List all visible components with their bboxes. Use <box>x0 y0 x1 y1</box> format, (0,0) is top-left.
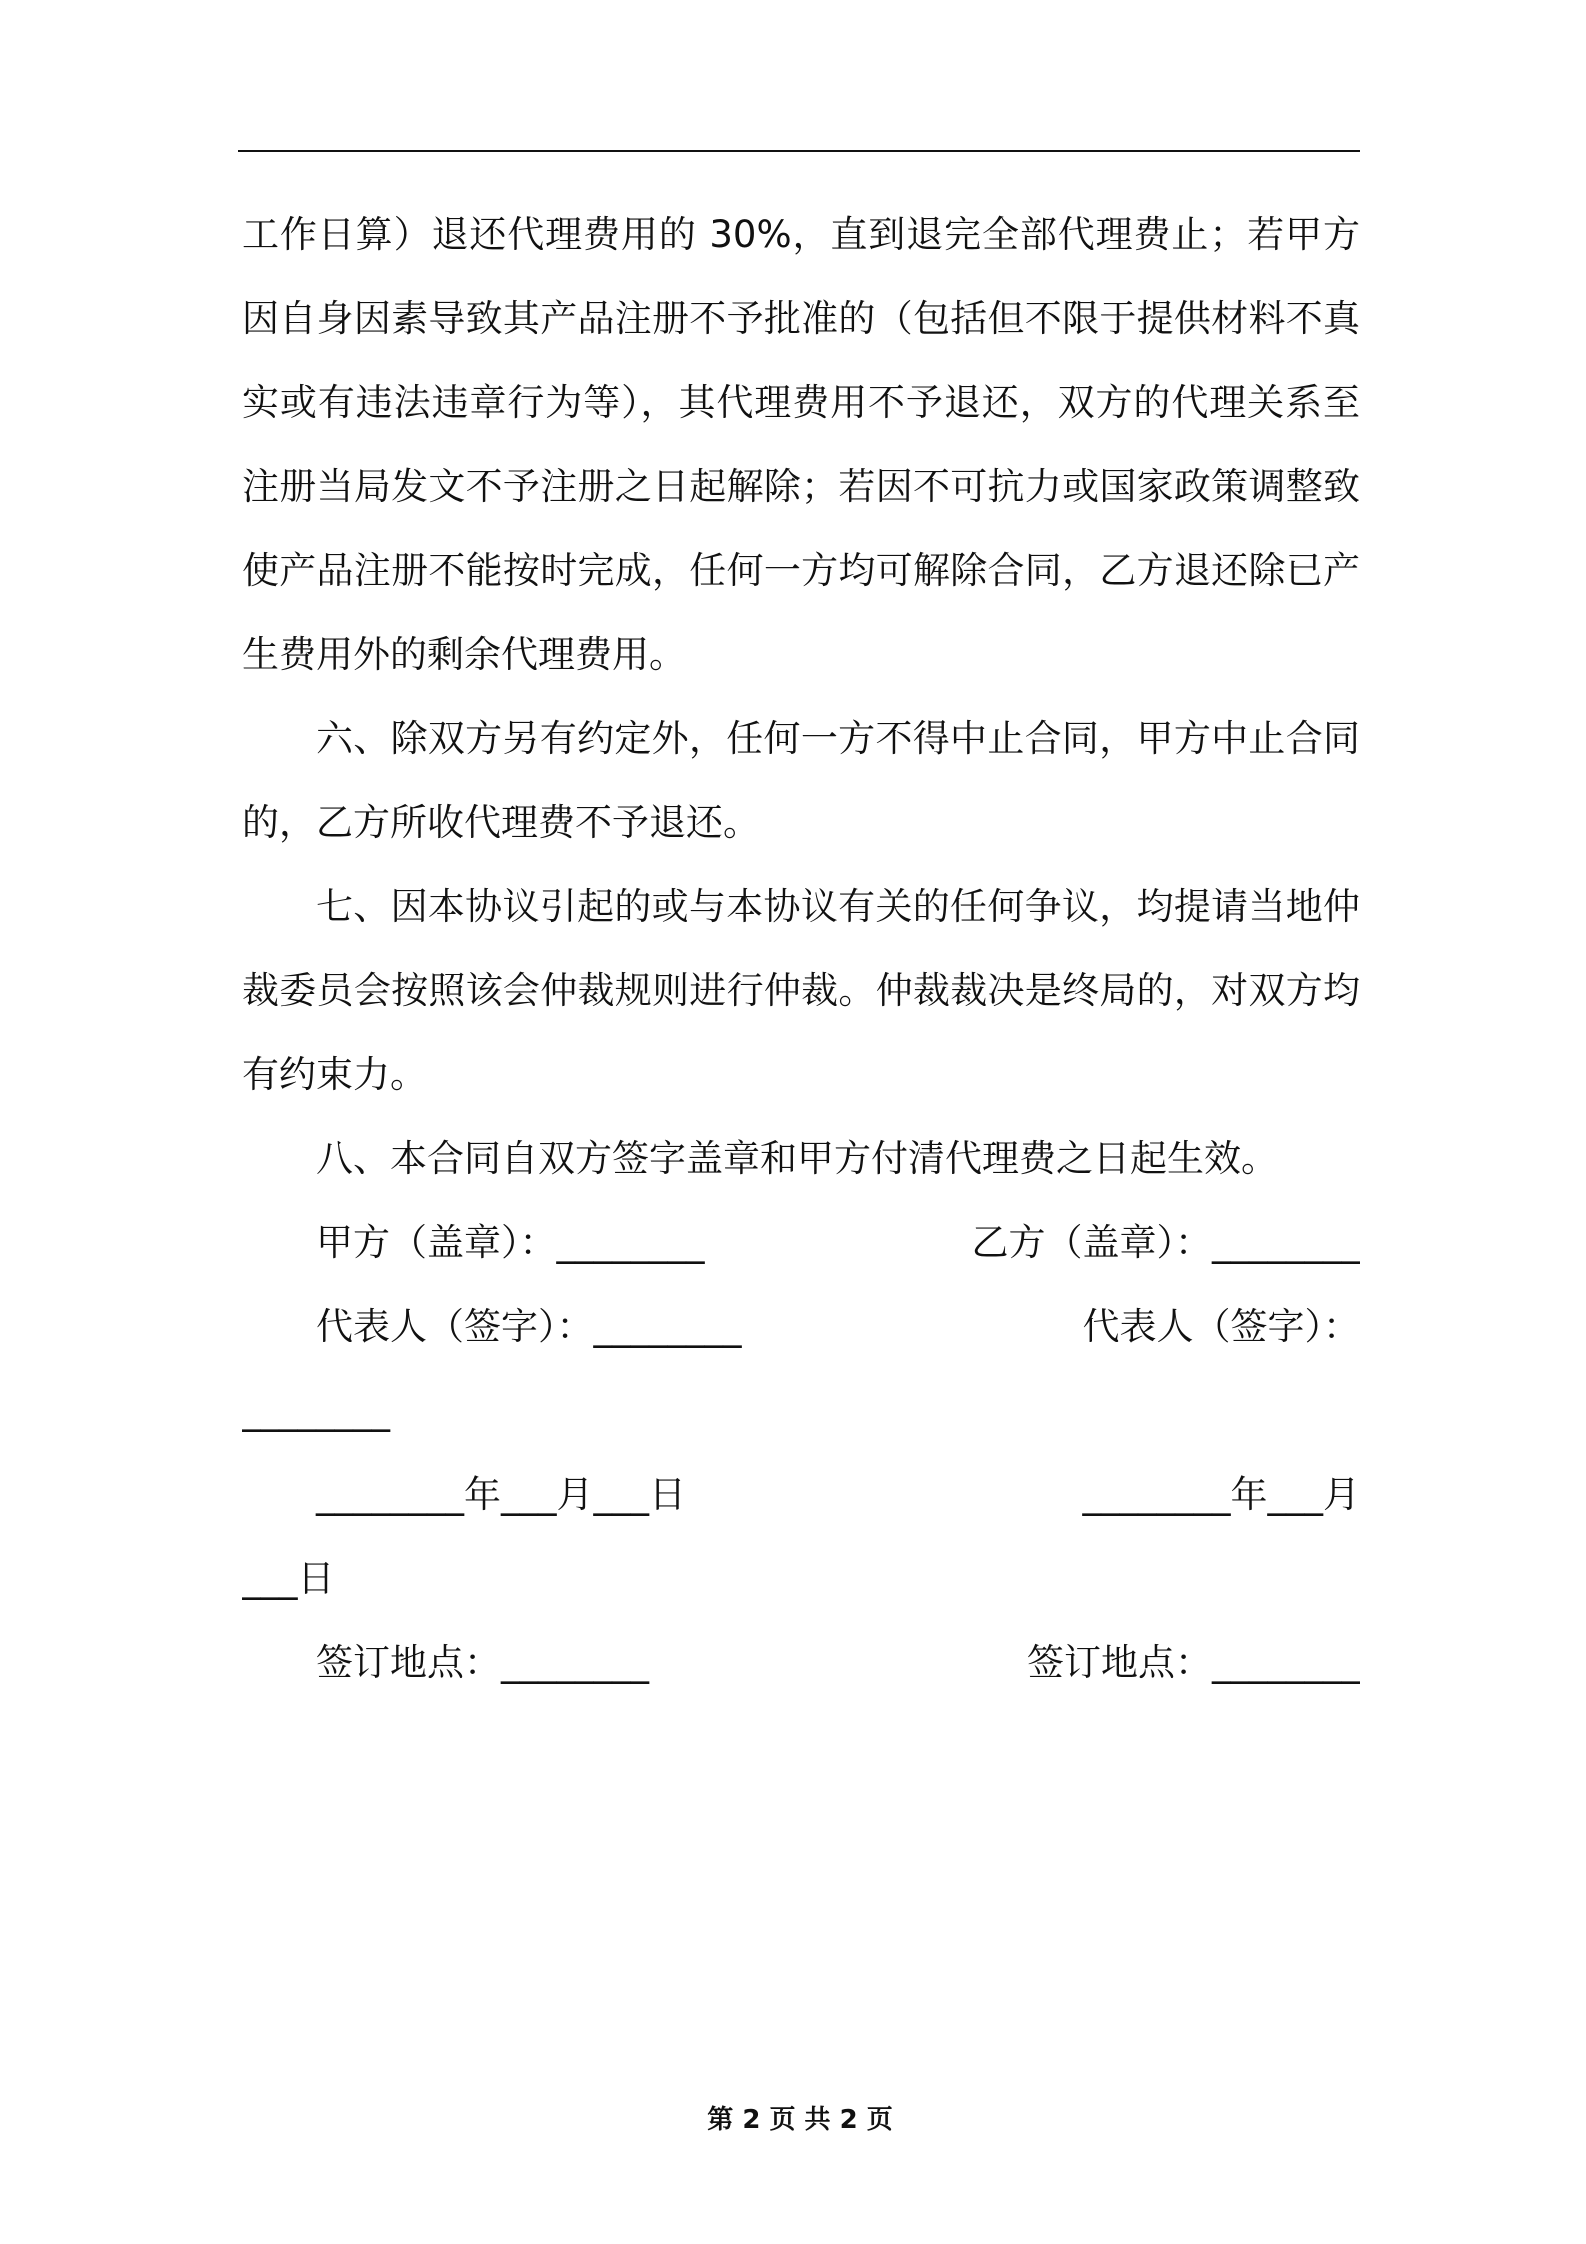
party-b-year-blank: ________ <box>1082 1473 1231 1516</box>
date-row <box>242 1453 1360 1537</box>
party-b-place <box>1027 1621 1360 1705</box>
body-line: 有约束力。 <box>242 1053 427 1096</box>
party-a-rep-blank: ________ <box>593 1305 742 1348</box>
body-line: 工作日算）退还代理费用的 30%，直到退完全部代理费止；若甲方 <box>242 213 1360 256</box>
party-b-place-blank: ________ <box>1212 1641 1360 1684</box>
party-b-seal-blank: ________ <box>1212 1221 1360 1264</box>
party-a-place <box>242 1621 649 1705</box>
party-a-year-label: 年 <box>464 1473 501 1516</box>
party-a-seal <box>242 1201 705 1285</box>
party-b-rep-blank: ________ <box>242 1389 390 1432</box>
body-line: 因自身因素导致其产品注册不予批准的（包括但不限于提供材料不真 <box>242 297 1360 340</box>
clause-eight: 八、本合同自双方签字盖章和甲方付清代理费之日起生效。 <box>316 1137 1278 1180</box>
place-row <box>242 1621 1360 1705</box>
party-b-rep-blank-line <box>242 1369 1360 1453</box>
party-b-month-blank: ___ <box>1267 1473 1323 1516</box>
party-a-rep-label: 代表人（签字）： <box>316 1305 594 1348</box>
party-a-place-label: 签订地点： <box>316 1641 501 1684</box>
party-a-seal-label: 甲方（盖章）： <box>316 1221 557 1264</box>
party-a-year-blank: ________ <box>316 1473 464 1516</box>
party-b-day-label: 日 <box>297 1557 335 1600</box>
body-line: 使产品注册不能按时完成，任何一方均可解除合同，乙方退还除已产 <box>242 549 1360 592</box>
party-b-place-label: 签订地点： <box>1027 1641 1212 1684</box>
party-b-date <box>1083 1453 1361 1537</box>
body-line: 注册当局发文不予注册之日起解除；若因不可抗力或国家政策调整致 <box>242 465 1360 508</box>
party-a-month-label: 月 <box>556 1473 594 1516</box>
party-b-representative <box>1083 1285 1361 1369</box>
body-line: 裁委员会按照该会仲裁规则进行仲裁。仲裁裁决是终局的，对双方均 <box>242 969 1360 1012</box>
party-b-day-line <box>242 1537 1360 1621</box>
clause-six: 六、除双方另有约定外，任何一方不得中止合同，甲方中止合同 <box>316 717 1360 760</box>
party-b-day-blank: ___ <box>242 1557 298 1600</box>
party-a-day-label: 日 <box>649 1473 686 1516</box>
party-a-seal-blank: ________ <box>556 1221 705 1264</box>
page-indicator: 第 2 页 共 2 页 <box>707 2105 893 2135</box>
party-b-month-label: 月 <box>1323 1473 1360 1516</box>
party-a-month-blank: ___ <box>501 1473 557 1516</box>
body-line: 的，乙方所收代理费不予退还。 <box>242 801 760 844</box>
body-line: 实或有违法违章行为等），其代理费用不予退还，双方的代理关系至 <box>242 381 1360 424</box>
party-b-year-label: 年 <box>1230 1473 1268 1516</box>
clause-seven: 七、因本协议引起的或与本协议有关的任何争议，均提请当地仲 <box>316 885 1360 928</box>
header-rule <box>238 150 1360 152</box>
party-b-rep-label: 代表人（签字）： <box>1082 1305 1360 1348</box>
body-line: 生费用外的剩余代理费用。 <box>242 633 686 676</box>
party-b-seal <box>972 1201 1361 1285</box>
party-a-day-blank: ___ <box>593 1473 649 1516</box>
document-body <box>242 193 1360 1705</box>
seal-row <box>242 1201 1360 1285</box>
party-a-place-blank: ________ <box>501 1641 649 1684</box>
party-a-date <box>242 1453 686 1537</box>
representative-row <box>242 1285 1360 1369</box>
party-a-representative <box>242 1285 742 1369</box>
party-b-seal-label: 乙方（盖章）： <box>971 1221 1212 1264</box>
